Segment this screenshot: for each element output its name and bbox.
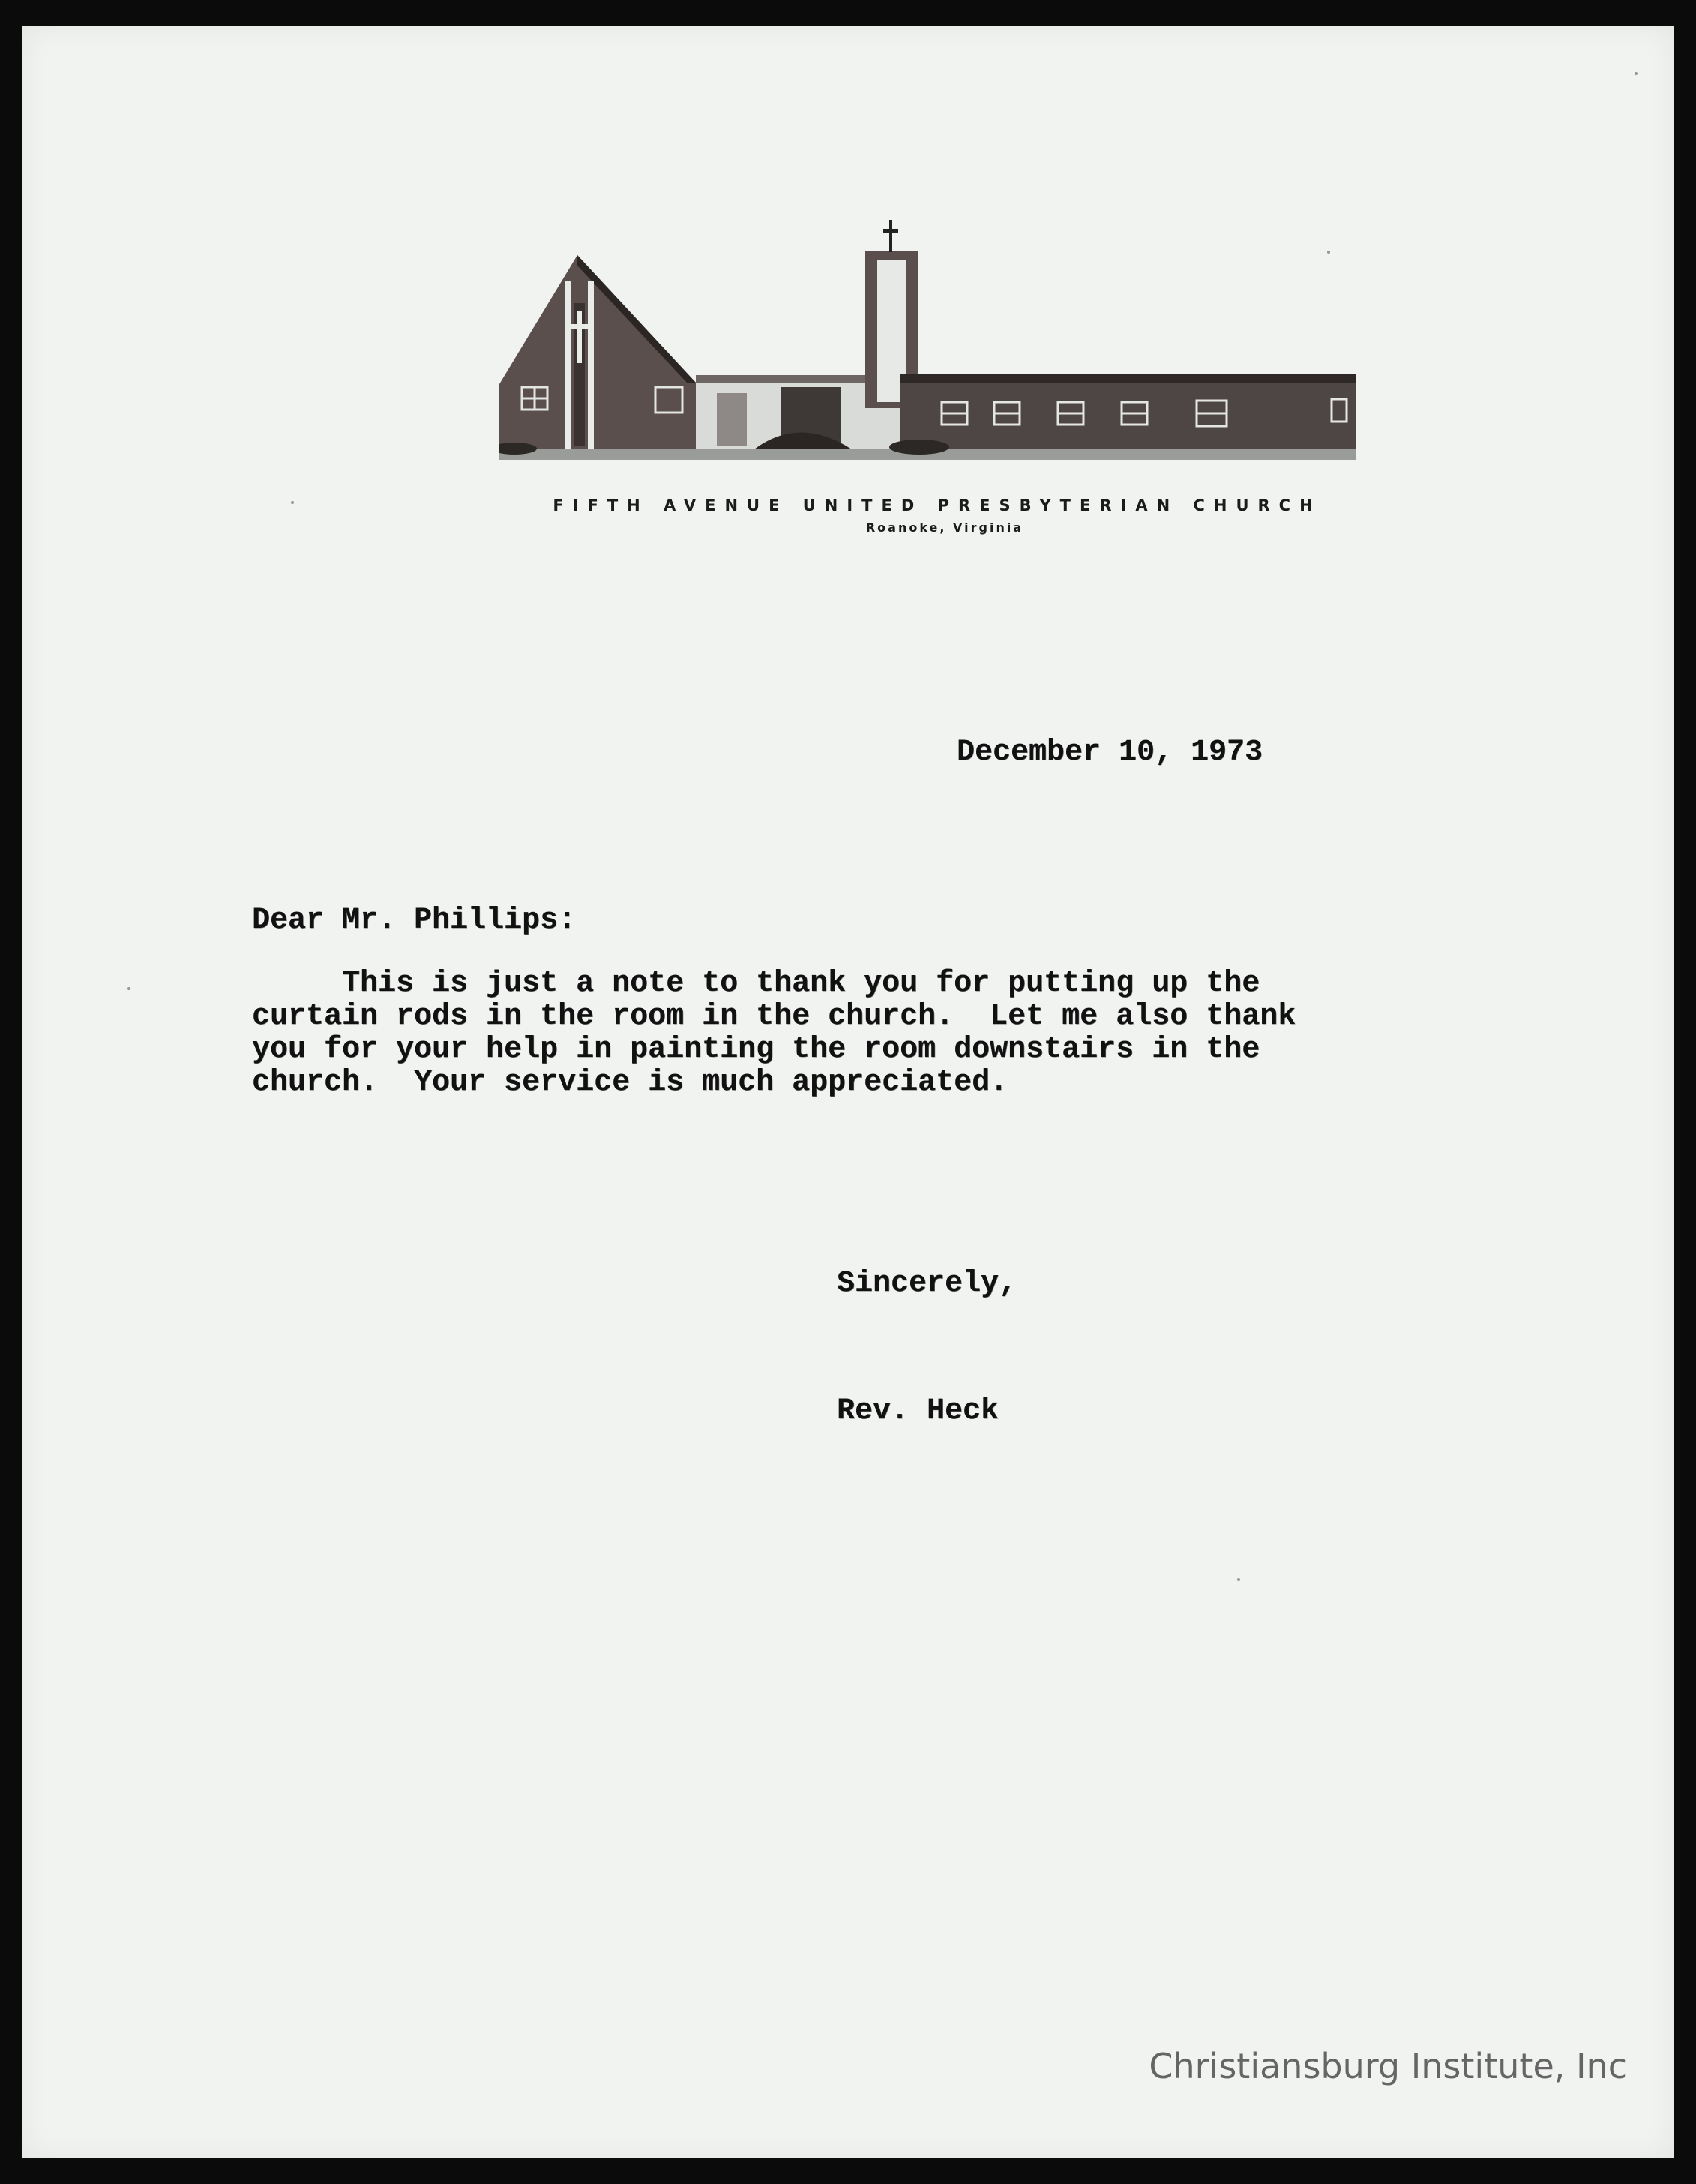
letter-page [22,26,1674,2158]
letter-body: This is just a note to thank you for putting up the curtain rods in the room in the church. Let me also thank you for your help in painting the room downstairs in the church. Your service is much appreciated. [252,967,1296,1100]
signature-name: Rev. Heck [837,1394,999,1428]
church-building-icon [499,190,1356,476]
paper-speck [1635,72,1638,75]
paper-speck [291,501,294,504]
church-location: Roanoke, Virginia [865,520,1024,535]
letterhead [22,26,1674,566]
salutation: Dear Mr. Phillips: [252,904,577,938]
paper-speck [1237,1578,1240,1581]
paper-speck [127,987,130,990]
watermark: Christiansburg Institute, Inc [1149,2046,1627,2086]
church-name: FIFTH AVENUE UNITED PRESBYTERIAN CHURCH [553,496,1322,514]
letter-date: December 10, 1973 [957,736,1263,770]
paper-speck [1327,250,1330,254]
closing: Sincerely, [837,1267,1017,1300]
